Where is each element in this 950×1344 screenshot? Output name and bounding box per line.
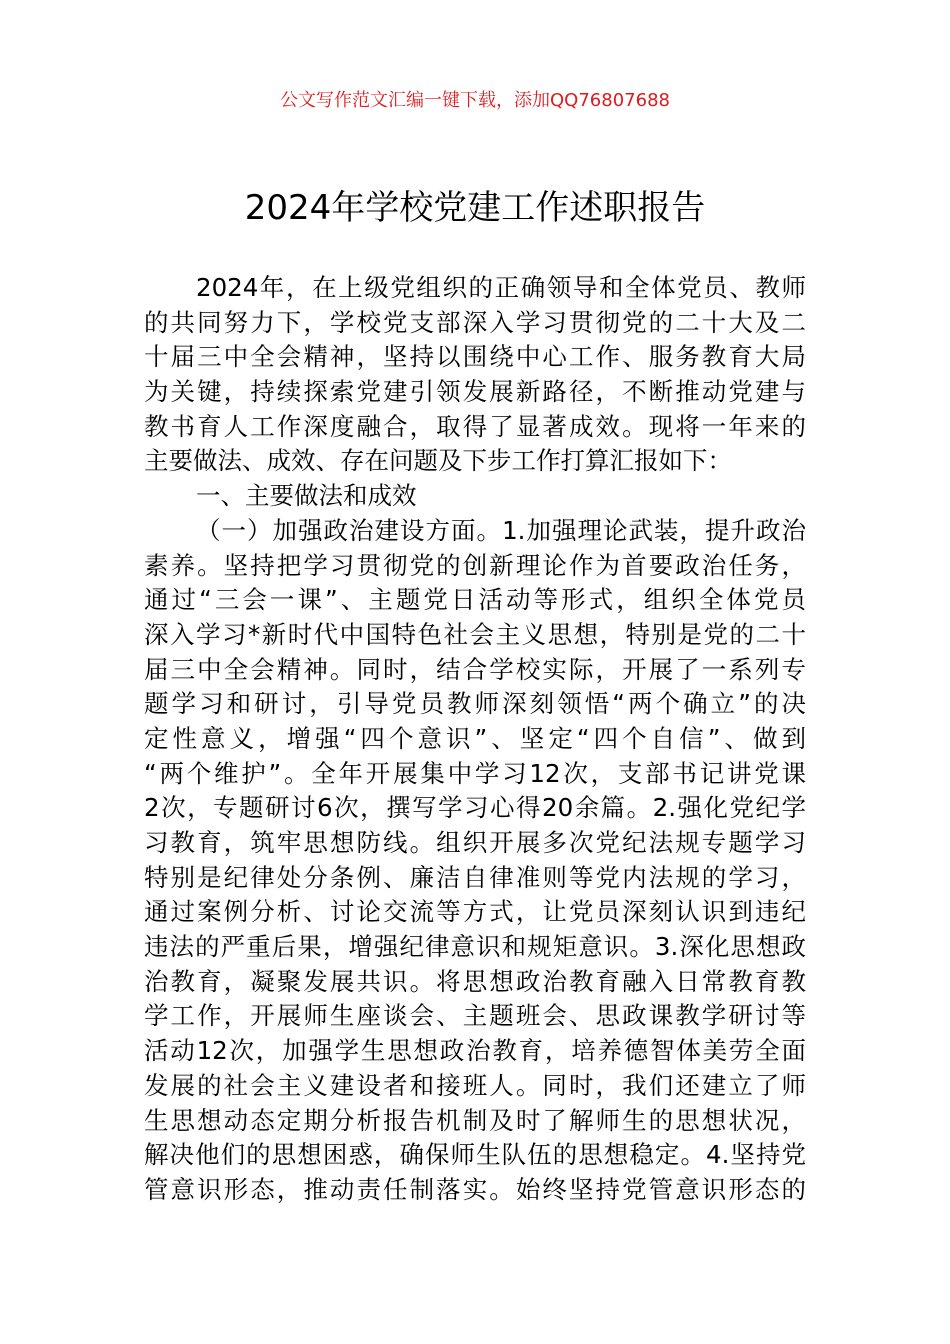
- paragraph-line: 2次，专题研讨6次，撰写学习心得20余篇。2.强化党纪学: [144, 793, 806, 823]
- paragraph-line: “两个维护”。全年开展集中学习12次，支部书记讲党课: [144, 758, 806, 788]
- paragraph-line: 治教育，凝聚发展共识。将思想政治教育融入日常教育教: [144, 966, 806, 996]
- paragraph-line: 解决他们的思想困惑，确保师生队伍的思想稳定。4.坚持党: [144, 1140, 806, 1170]
- paragraph-line: 特别是纪律处分条例、廉洁自律准则等党内法规的学习，: [144, 862, 806, 892]
- paragraph-line: 为关键，持续探索党建引领发展新路径，不断推动党建与: [144, 377, 806, 407]
- paragraph-line: 主要做法、成效、存在问题及下步工作打算汇报如下：: [144, 446, 732, 476]
- paragraph-line: 发展的社会主义建设者和接班人。同时，我们还建立了师: [144, 1070, 806, 1100]
- download-banner: 公文写作范文汇编一键下载，添加QQ76807688: [280, 90, 670, 111]
- paragraph-line: 题学习和研讨，引导党员教师深刻领悟“两个确立”的决: [144, 689, 806, 719]
- paragraph-line: 生思想动态定期分析报告机制及时了解师生的思想状况，: [144, 1105, 806, 1135]
- paragraph-line: 届三中全会精神。同时，结合学校实际，开展了一系列专: [144, 654, 806, 684]
- paragraph-line: 通过“三会一课”、主题党日活动等形式，组织全体党员: [144, 585, 806, 615]
- document-body: [144, 271, 806, 1208]
- paragraph-line: 违法的严重后果，增强纪律意识和规矩意识。3.深化思想政: [144, 932, 806, 962]
- paragraph-line: 习教育，筑牢思想防线。组织开展多次党纪法规专题学习: [144, 828, 806, 857]
- paragraph-line: 定性意义，增强“四个意识”、坚定“四个自信”、做到: [144, 723, 806, 753]
- section-heading: 一、主要做法和成效: [196, 481, 417, 511]
- paragraph-line: 管意识形态，推动责任制落实。始终坚持党管意识形态的: [144, 1174, 806, 1204]
- paragraph-line: 素养。坚持把学习贯彻党的创新理论作为首要政治任务，: [144, 550, 806, 580]
- paragraph-line: 学工作，开展师生座谈会、主题班会、思政课教学研讨等: [144, 1001, 806, 1031]
- paragraph-line: 通过案例分析、讨论交流等方式，让党员深刻认识到违纪: [144, 897, 806, 927]
- paragraph-line: 活动12次，加强学生思想政治教育，培养德智体美劳全面: [144, 1036, 806, 1066]
- paragraph-line: 教书育人工作深度融合，取得了显著成效。现将一年来的: [144, 411, 806, 441]
- paragraph-line: 2024年，在上级党组织的正确领导和全体党员、教师: [196, 273, 806, 302]
- paragraph-line: 的共同努力下，学校党支部深入学习贯彻党的二十大及二: [144, 307, 806, 337]
- paragraph-line: （一）加强政治建设方面。1.加强理论武装，提升政治: [196, 515, 806, 545]
- document-title: 2024年学校党建工作述职报告: [244, 188, 706, 228]
- paragraph-line: 十届三中全会精神，坚持以围绕中心工作、服务教育大局: [144, 342, 806, 372]
- paragraph-line: 深入学习*新时代中国特色社会主义思想，特别是党的二十: [144, 619, 806, 649]
